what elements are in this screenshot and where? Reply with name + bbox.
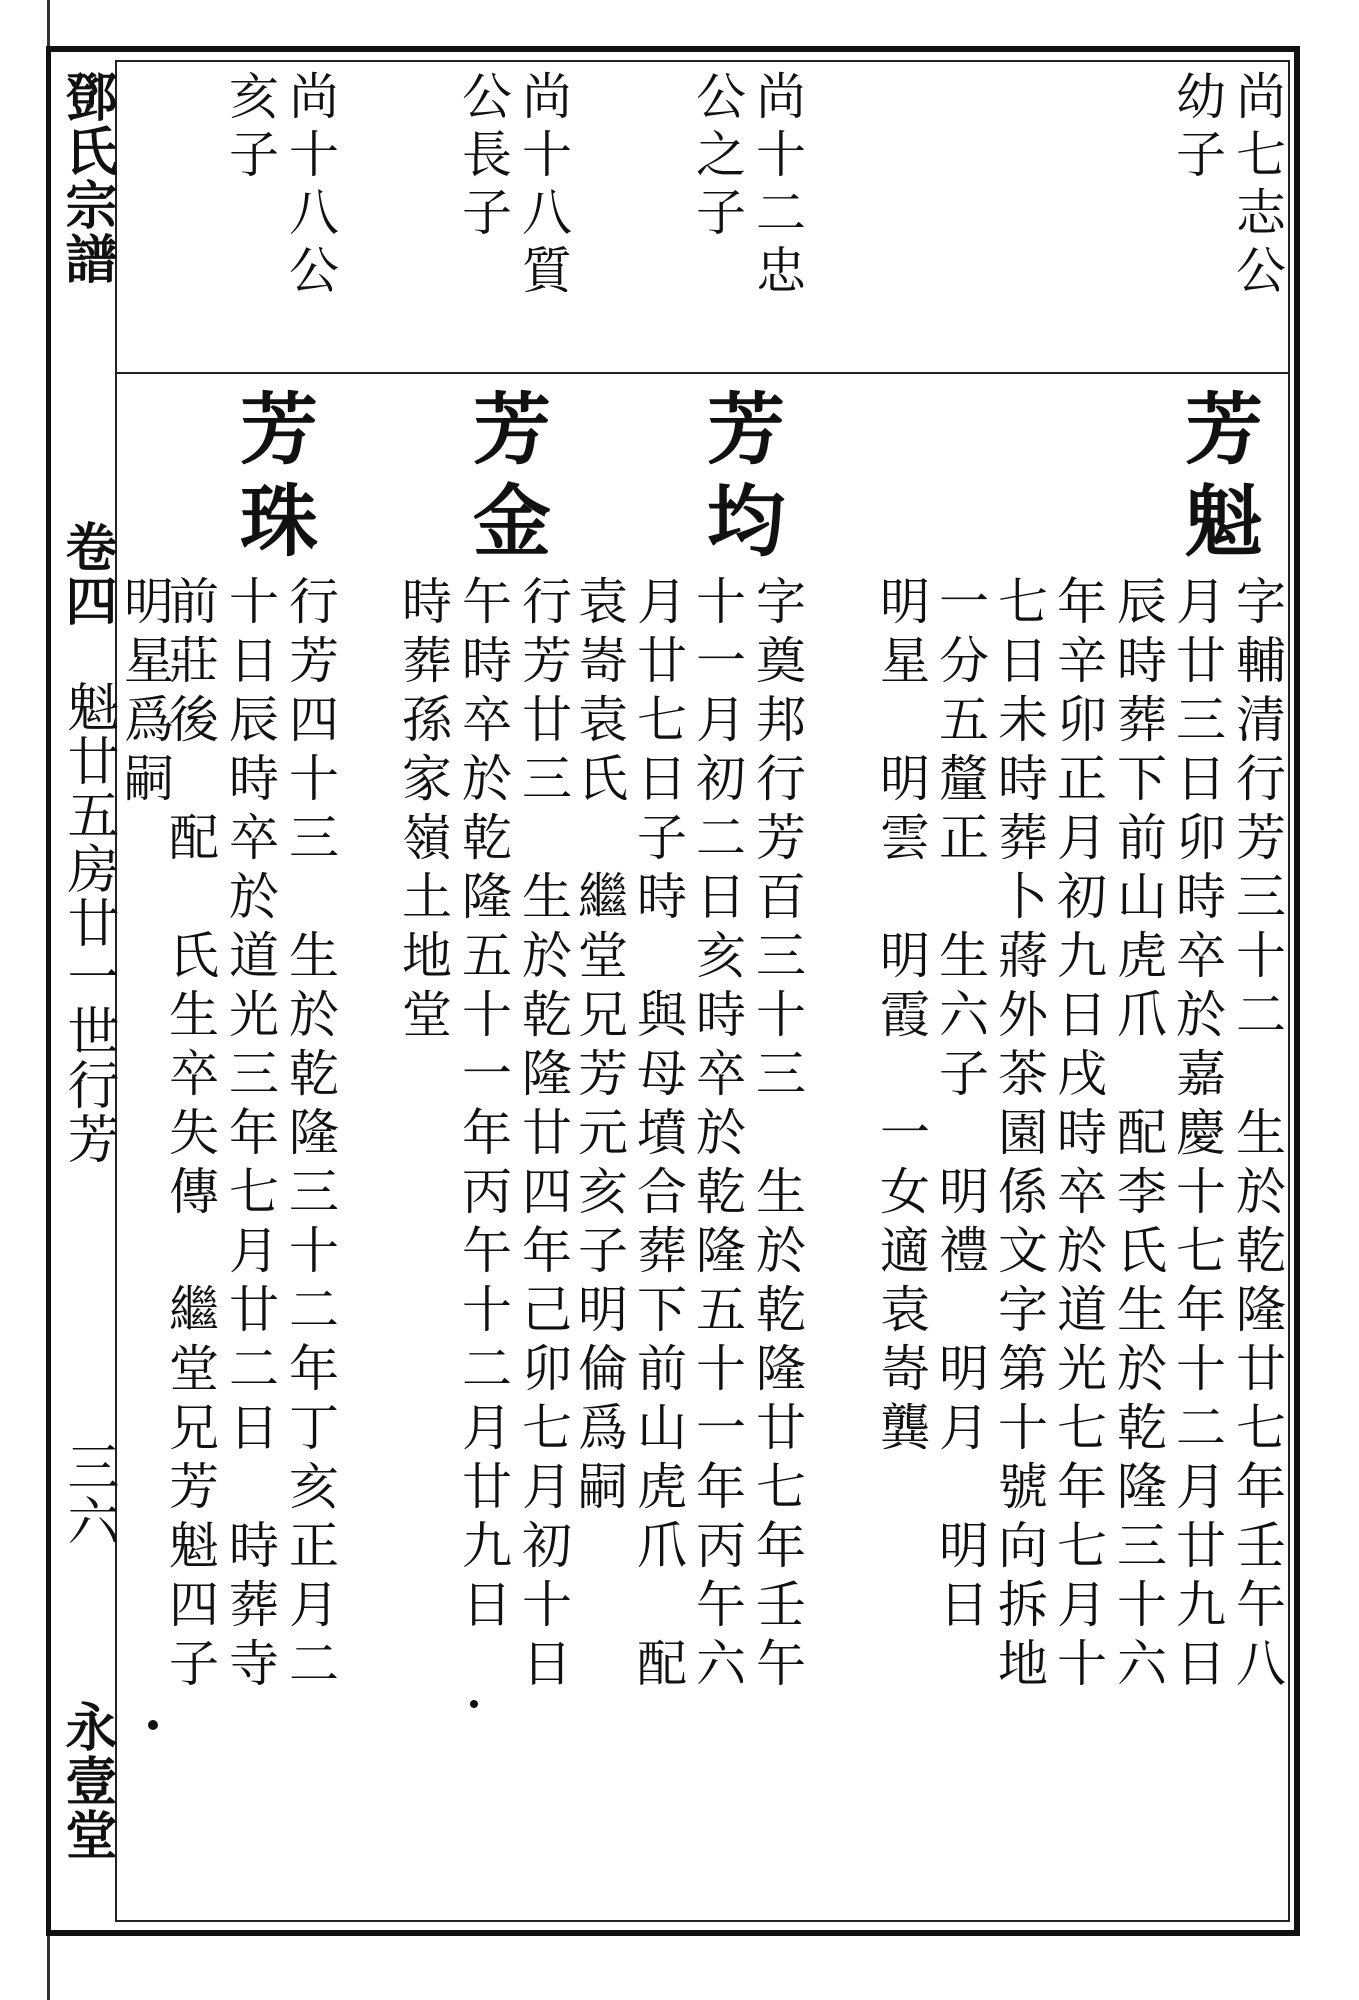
jun-line-3: 月廿七日子時 與母墳合葬下前山虎爪 配 xyxy=(629,575,687,1696)
kui-line-7: 明星 明雲 明霞 一女適袁㟢龔 xyxy=(872,575,930,1460)
parent-jun-line2: 公之子 xyxy=(688,70,746,244)
parent-jun-line1: 尚十二忠 xyxy=(748,70,806,302)
kui-line-5: 七日未時葬卜蔣外茶園係文字第十號向拆地 xyxy=(990,575,1048,1696)
jin-line-2: 午時卒於乾隆五十一年丙午十二月廿九日 xyxy=(454,575,512,1637)
parent-zhu-line2: 亥子 xyxy=(221,70,279,186)
jun-line-2: 十一月初二日亥時卒於乾隆五十一年丙午六 xyxy=(688,575,746,1696)
jin-line-1: 行芳廿三 生於乾隆廿四年己卯七月初十日 xyxy=(514,575,572,1696)
parent-jin-line2: 公長子 xyxy=(454,70,512,244)
kui-line-1: 字輔清行芳三十二 生於乾隆廿七年壬午八 xyxy=(1228,575,1286,1696)
person-name-jin: 芳金 xyxy=(460,388,551,572)
person-name-zhu: 芳珠 xyxy=(227,388,318,572)
parent-jin-line1: 尚十八質 xyxy=(514,70,572,302)
section-divider xyxy=(115,372,1290,374)
zhu-line-4: 明星爲嗣 xyxy=(116,575,174,811)
parent-zhu-line1: 尚十八公 xyxy=(281,70,339,302)
kui-line-3: 辰時葬下前山虎爪 配李氏生於乾隆三十六 xyxy=(1109,575,1167,1696)
person-name-jun: 芳均 xyxy=(694,388,785,572)
jin-line-3: 時葬孫家嶺土地堂 xyxy=(394,575,452,1047)
parent-kui-line2: 幼子 xyxy=(1168,70,1226,186)
jun-line-1: 字奠邦行芳百三十三 生於乾隆廿七年壬午 xyxy=(748,575,806,1696)
ink-dot xyxy=(148,1720,158,1730)
zhu-line-1: 行芳四十三 生於乾隆三十二年丁亥正月二 xyxy=(281,575,339,1696)
kui-line-4: 年辛卯正月初九日戌時卒於道光七年七月十 xyxy=(1049,575,1107,1696)
section-label: 魁廿五房廿一世行芳 xyxy=(58,680,118,1166)
kui-line-2: 月廿三日卯時卒於嘉慶十七年十二月廿九日 xyxy=(1168,575,1226,1696)
book-title: 鄧氏宗譜 xyxy=(56,70,117,286)
kui-line-6: 一分五釐正 生六子 明禮 明月 明日 xyxy=(931,575,989,1637)
zhu-line-2: 十日辰時卒於道光三年七月廿二日 時葬寺 xyxy=(221,575,279,1696)
jun-line-4: 袁㟢袁氏 繼堂兄芳元亥子明倫爲嗣 xyxy=(570,575,628,1519)
volume-label: 卷四 xyxy=(56,520,117,628)
binding-edge xyxy=(0,0,50,2000)
person-name-kui: 芳魁 xyxy=(1172,388,1263,572)
page-number: 三六 xyxy=(58,1440,118,1548)
hall-name: 永壹堂 xyxy=(56,1700,117,1862)
ink-dot xyxy=(470,1700,478,1708)
parent-kui-line1: 尚七志公 xyxy=(1228,70,1286,302)
zhu-line-3: 前莊後 配 氏生卒失傳 繼堂兄芳魁四子 xyxy=(161,575,219,1696)
